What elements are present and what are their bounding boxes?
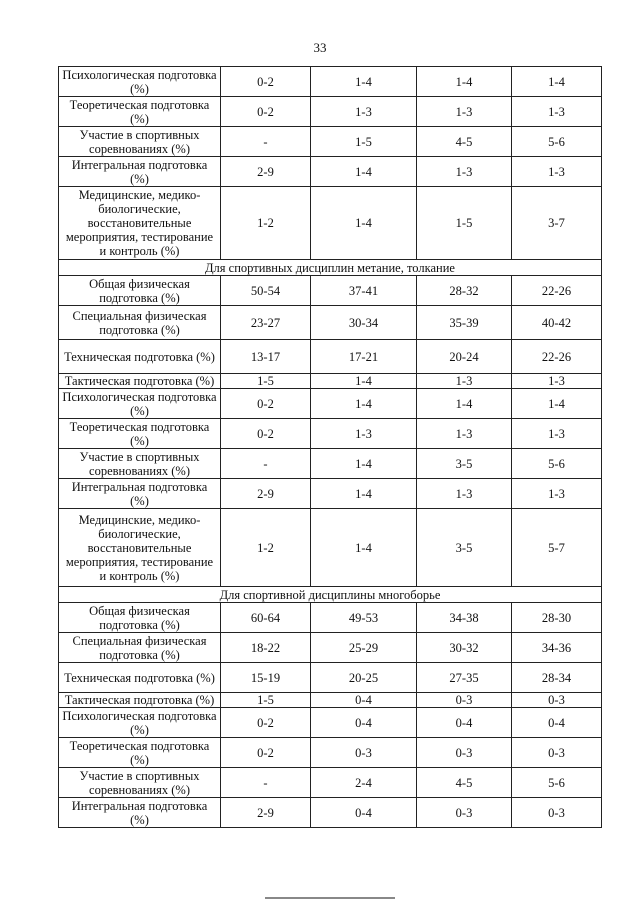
value-cell-1: - [221,127,311,157]
row-label: Психологическая подготовка (%) [59,67,221,97]
value-cell-2: 1-5 [311,127,417,157]
value-cell-1: 15-19 [221,663,311,693]
value-cell-3: 1-4 [417,389,512,419]
row-label: Общая физическая подготовка (%) [59,603,221,633]
section-title: Для спортивной дисциплины многоборье [59,587,602,603]
value-cell-3: 3-5 [417,449,512,479]
value-cell-3: 1-4 [417,67,512,97]
table-body [59,67,602,828]
table-row [59,157,602,187]
value-cell-1: 1-2 [221,187,311,260]
table-row [59,127,602,157]
value-cell-4: 1-3 [512,97,602,127]
value-cell-3: 4-5 [417,127,512,157]
value-cell-2: 1-4 [311,479,417,509]
value-cell-4: 1-3 [512,419,602,449]
row-label: Тактическая подготовка (%) [59,374,221,389]
value-cell-4: 1-4 [512,389,602,419]
value-cell-2: 1-4 [311,389,417,419]
row-label: Специальная физическая подготовка (%) [59,633,221,663]
value-cell-2: 25-29 [311,633,417,663]
value-cell-3: 1-3 [417,97,512,127]
value-cell-1: - [221,768,311,798]
value-cell-1: 18-22 [221,633,311,663]
value-cell-1: 0-2 [221,97,311,127]
value-cell-3: 35-39 [417,306,512,340]
value-cell-2: 20-25 [311,663,417,693]
value-cell-4: 0-4 [512,708,602,738]
value-cell-1: 60-64 [221,603,311,633]
value-cell-4: 1-3 [512,374,602,389]
value-cell-3: 1-3 [417,419,512,449]
table-row [59,187,602,260]
row-label: Интегральная подготовка (%) [59,479,221,509]
section-header-row [59,260,602,276]
value-cell-4: 1-3 [512,479,602,509]
table-row [59,67,602,97]
value-cell-4: 28-34 [512,663,602,693]
training-distribution-table [58,66,602,828]
row-label: Участие в спортивных соревнованиях (%) [59,768,221,798]
page-number: 33 [313,40,327,55]
table-row [59,509,602,587]
value-cell-3: 1-3 [417,479,512,509]
table-row [59,306,602,340]
table-row [59,479,602,509]
value-cell-2: 1-3 [311,97,417,127]
value-cell-1: 2-9 [221,157,311,187]
value-cell-1: 0-2 [221,708,311,738]
table-row [59,419,602,449]
value-cell-2: 1-4 [311,449,417,479]
value-cell-2: 49-53 [311,603,417,633]
value-cell-1: - [221,449,311,479]
value-cell-4: 5-6 [512,449,602,479]
row-label: Специальная физическая подготовка (%) [59,306,221,340]
table-row [59,663,602,693]
value-cell-3: 0-3 [417,798,512,828]
value-cell-1: 0-2 [221,67,311,97]
row-label: Теоретическая подготовка (%) [59,419,221,449]
value-cell-3: 28-32 [417,276,512,306]
table-row [59,276,602,306]
row-label: Медицинские, медико-биологические, восстановительные мероприятия, тестирование и контроль (%) [59,509,221,587]
row-label: Теоретическая подготовка (%) [59,97,221,127]
value-cell-1: 2-9 [221,479,311,509]
value-cell-2: 0-3 [311,738,417,768]
value-cell-1: 0-2 [221,389,311,419]
value-cell-1: 23-27 [221,306,311,340]
value-cell-1: 1-5 [221,374,311,389]
table-row [59,97,602,127]
row-label: Тактическая подготовка (%) [59,693,221,708]
value-cell-4: 0-3 [512,798,602,828]
value-cell-2: 1-4 [311,509,417,587]
value-cell-3: 20-24 [417,340,512,374]
value-cell-1: 0-2 [221,419,311,449]
value-cell-1: 13-17 [221,340,311,374]
table-row [59,768,602,798]
value-cell-3: 30-32 [417,633,512,663]
value-cell-2: 1-4 [311,67,417,97]
value-cell-3: 0-3 [417,738,512,768]
value-cell-2: 30-34 [311,306,417,340]
value-cell-3: 34-38 [417,603,512,633]
table-row [59,708,602,738]
table-row [59,798,602,828]
value-cell-4: 22-26 [512,276,602,306]
value-cell-4: 5-7 [512,509,602,587]
value-cell-4: 1-3 [512,157,602,187]
value-cell-3: 0-4 [417,708,512,738]
row-label: Психологическая подготовка (%) [59,708,221,738]
table-row [59,340,602,374]
section-header-row [59,587,602,603]
footer-rule [265,897,395,899]
value-cell-3: 27-35 [417,663,512,693]
value-cell-4: 0-3 [512,693,602,708]
value-cell-4: 5-6 [512,768,602,798]
row-label: Теоретическая подготовка (%) [59,738,221,768]
value-cell-3: 0-3 [417,693,512,708]
table-row [59,633,602,663]
row-label: Техническая подготовка (%) [59,663,221,693]
value-cell-4: 28-30 [512,603,602,633]
value-cell-4: 3-7 [512,187,602,260]
table-row [59,738,602,768]
value-cell-2: 0-4 [311,798,417,828]
table-row [59,449,602,479]
value-cell-2: 17-21 [311,340,417,374]
row-label: Медицинские, медико-биологические, восстановительные мероприятия, тестирование и контроль (%) [59,187,221,260]
value-cell-3: 4-5 [417,768,512,798]
value-cell-4: 1-4 [512,67,602,97]
value-cell-4: 0-3 [512,738,602,768]
table-row [59,603,602,633]
row-label: Интегральная подготовка (%) [59,157,221,187]
value-cell-2: 37-41 [311,276,417,306]
row-label: Техническая подготовка (%) [59,340,221,374]
value-cell-1: 1-5 [221,693,311,708]
row-label: Общая физическая подготовка (%) [59,276,221,306]
table-row [59,374,602,389]
section-title: Для спортивных дисциплин метание, толкание [59,260,602,276]
row-label: Интегральная подготовка (%) [59,798,221,828]
value-cell-4: 22-26 [512,340,602,374]
table-row [59,389,602,419]
row-label: Участие в спортивных соревнованиях (%) [59,127,221,157]
value-cell-2: 1-4 [311,374,417,389]
value-cell-2: 2-4 [311,768,417,798]
value-cell-2: 0-4 [311,693,417,708]
value-cell-4: 40-42 [512,306,602,340]
table-row [59,693,602,708]
value-cell-2: 1-4 [311,157,417,187]
value-cell-4: 34-36 [512,633,602,663]
row-label: Психологическая подготовка (%) [59,389,221,419]
value-cell-3: 1-3 [417,157,512,187]
value-cell-2: 1-3 [311,419,417,449]
value-cell-3: 1-3 [417,374,512,389]
value-cell-1: 1-2 [221,509,311,587]
value-cell-1: 0-2 [221,738,311,768]
row-label: Участие в спортивных соревнованиях (%) [59,449,221,479]
value-cell-1: 50-54 [221,276,311,306]
value-cell-3: 1-5 [417,187,512,260]
value-cell-4: 5-6 [512,127,602,157]
value-cell-2: 0-4 [311,708,417,738]
value-cell-1: 2-9 [221,798,311,828]
value-cell-3: 3-5 [417,509,512,587]
value-cell-2: 1-4 [311,187,417,260]
